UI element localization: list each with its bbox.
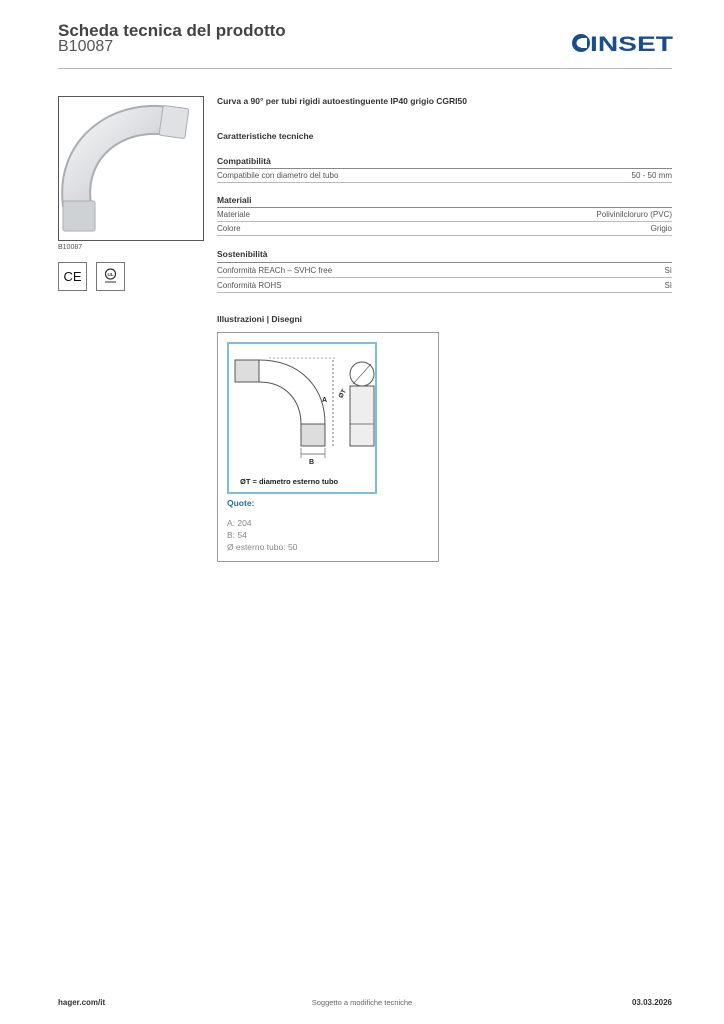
curved-conduit-bend-image: [59, 97, 203, 240]
quote-line: Ø esterno tubo: 50: [227, 542, 298, 552]
quotes-label: Quote:: [227, 498, 255, 508]
spec-row: [217, 222, 672, 236]
spec-value: Sì: [664, 281, 672, 290]
dim-t-label: ØT: [337, 388, 348, 400]
product-code-heading: B10087: [58, 38, 114, 55]
inset-logo: [571, 31, 674, 55]
spec-row: [217, 279, 672, 293]
spec-value: 50 - 50 mm: [631, 171, 672, 180]
spec-row: [217, 169, 672, 183]
dim-a-label: A: [322, 397, 328, 404]
spec-label: Conformità ROHS: [217, 281, 282, 290]
drawing-legend: ØT = diametro esterno tubo: [240, 477, 339, 486]
header-divider: [58, 68, 672, 69]
spec-value: Sì: [664, 266, 672, 275]
spec-label: Compatibile con diametro del tubo: [217, 171, 339, 180]
footer-website-link[interactable]: hager.com/it: [58, 998, 106, 1007]
image-caption: B10087: [58, 244, 83, 251]
quote-line: B: 54: [227, 530, 247, 540]
footer-date: 03.03.2026: [631, 998, 672, 1007]
ul-mark-icon: [96, 262, 125, 291]
dim-b-label: B: [309, 459, 315, 466]
section-title-materials: Materiali: [217, 195, 252, 205]
spec-label: Colore: [217, 224, 241, 233]
spec-label: Conformità REACh – SVHC free: [217, 266, 333, 275]
section-divider: [217, 262, 672, 263]
quote-line: A: 204: [227, 518, 252, 528]
brand-name: INSET: [590, 33, 674, 55]
spec-row: [217, 264, 672, 278]
illustrations-heading: Illustrazioni | Disegni: [217, 314, 303, 324]
spec-value: Grigio: [650, 224, 672, 233]
section-title-compatibility: Compatibilità: [217, 156, 271, 166]
ce-label: CE: [63, 269, 82, 284]
section-title-sustainability: Sostenibilità: [217, 249, 268, 259]
bend-dimension-diagram: [229, 344, 375, 492]
product-description: Curva a 90° per tubi rigidi autoestinguente IP40 grigio CGRI50: [217, 96, 467, 106]
product-image: [58, 96, 204, 241]
spec-row: [217, 208, 672, 222]
spec-value: Polivinilcloruro (PVC): [596, 210, 672, 219]
ul-label: UL: [107, 272, 114, 277]
page-title: Scheda tecnica del prodotto: [58, 21, 286, 40]
spec-label: Materiale: [217, 210, 250, 219]
footer-notice: Soggetto a modifiche tecniche: [311, 998, 413, 1007]
tech-characteristics-heading: Caratteristiche tecniche: [217, 131, 314, 141]
ce-mark-icon: [58, 262, 87, 291]
dimension-drawing: [227, 342, 377, 494]
